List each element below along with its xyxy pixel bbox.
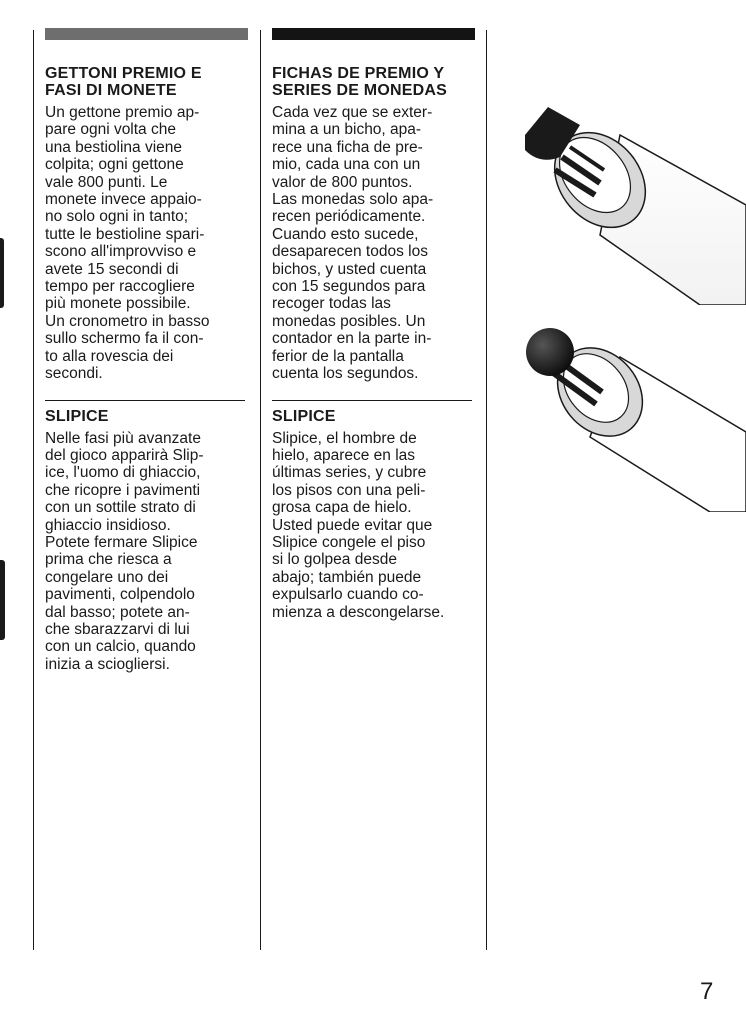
spanish-section2-body: Slipice, el hombre de hielo, aparece en las últimas series, y cubre los pisos con una peli- grosa capa de hielo. Usted puede evitar que Slipice congele el piso si lo golpea desde abajo; también puede expulsarlo cuando co- mienza a descongelarse. [272, 429, 445, 621]
column-divider-middle [260, 30, 261, 950]
page-number: 7 [700, 978, 714, 1005]
column-divider-right [486, 30, 487, 950]
spanish-column [272, 65, 482, 621]
spanish-section-divider [272, 400, 472, 401]
italian-section2-heading: SLIPICE [45, 407, 109, 425]
italian-section-divider [45, 400, 245, 401]
column-divider-left [33, 30, 34, 950]
spanish-section1-heading: FICHAS DE PREMIO Y SERIES DE MONEDAS [272, 65, 447, 99]
italian-section1-body: Un gettone premio ap- pare ogni volta che una bestiolina viene colpita; ogni gettone vale 800 punti. Le monete invece appaio- no solo ogni in tanto; tutte le bestioline spari- scono all'improvviso e avete 15 secondi di tempo per raccogliere più monete possibile. Un cronometro in basso sullo schermo fa il con- to alla rovescia dei secondi. [45, 104, 210, 383]
italian-column [45, 65, 250, 673]
italian-header-bar [45, 28, 248, 40]
joystick-round-knob-icon [520, 312, 746, 512]
italian-section1-heading: GETTONI PREMIO E FASI DI MONETE [45, 65, 202, 99]
spanish-section2-heading: SLIPICE [272, 407, 336, 425]
binding-mark-bottom [0, 560, 5, 640]
spanish-header-bar [272, 28, 475, 40]
spanish-section1-body: Cada vez que se exter- mina a un bicho, apa- rece una ficha de pre- mio, cada una con un valor de 800 puntos. Las monedas solo apa- recen periódicamente. Cuando esto sucede, desaparecen todos los bichos, y usted cuenta con 15 segundos para recoger todas las monedas posibles. Un contador en la parte in- ferior de la pantalla cuenta los segundos. [272, 104, 434, 383]
joystick-square-knob-icon [500, 95, 746, 305]
italian-section2-body: Nelle fasi più avanzate del gioco apparirà Slip- ice, l'uomo di ghiaccio, che ricopre i pavimenti con un sottile strato di ghiaccio insidioso. Potete fermare Slipice prima che riesca a congelare uno dei pavimenti, colpendolo dal basso; potete an- che sbarazzarvi di lui con un calcio, quando inizia a sciogliersi. [45, 429, 204, 673]
binding-mark-top [0, 238, 4, 308]
